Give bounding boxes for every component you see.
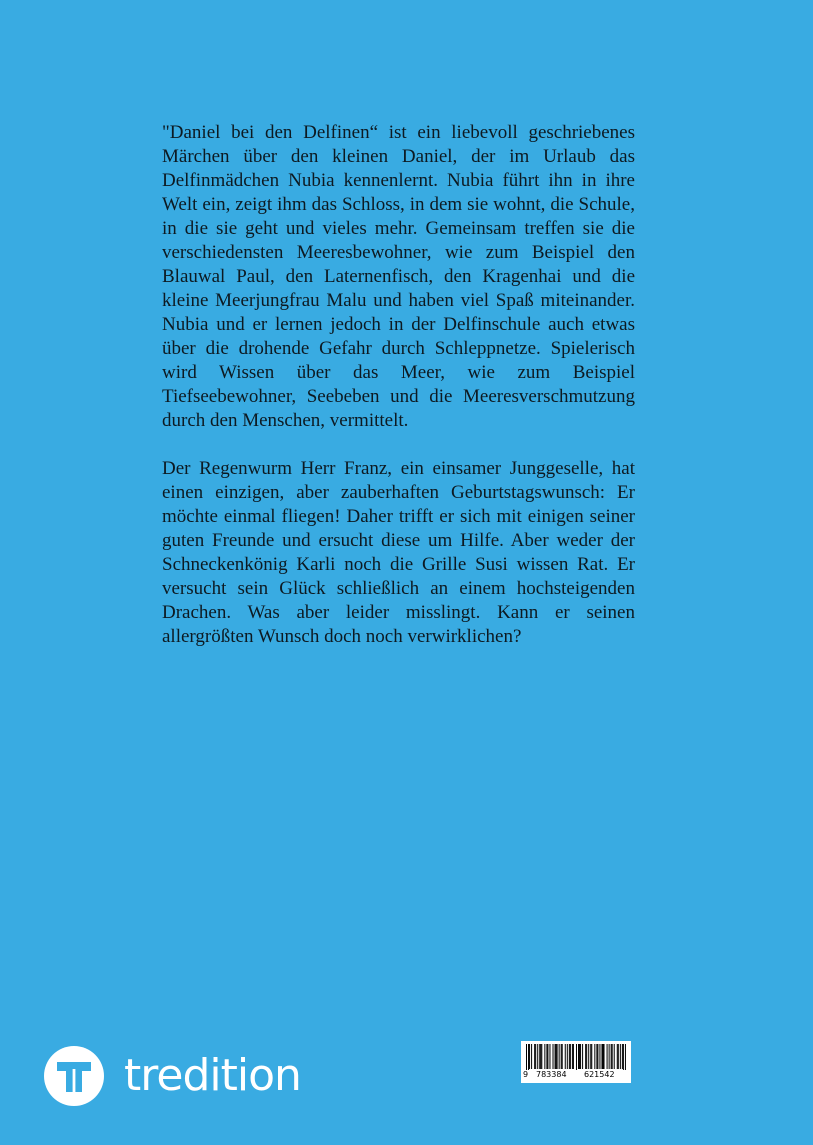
- barcode-bar: [559, 1044, 560, 1069]
- barcode-bar: [553, 1044, 554, 1069]
- barcode-bar: [540, 1044, 541, 1069]
- barcode-bar: [620, 1044, 621, 1069]
- barcode-bar: [576, 1044, 577, 1070]
- barcode-bar: [582, 1044, 583, 1069]
- barcode-bar: [573, 1044, 574, 1069]
- barcode-bar: [562, 1044, 563, 1069]
- barcode-bar: [599, 1044, 600, 1069]
- barcode-bar: [526, 1044, 527, 1070]
- barcode-bar: [604, 1044, 605, 1069]
- barcode-right-group: 621542: [584, 1070, 615, 1079]
- barcode-bar: [609, 1044, 610, 1069]
- barcode-bar: [529, 1044, 530, 1069]
- barcode-bar: [607, 1044, 608, 1069]
- barcode-bar: [535, 1044, 536, 1069]
- barcode-bar: [601, 1044, 602, 1069]
- barcode-bar: [591, 1044, 592, 1069]
- barcode-digits: [521, 1070, 631, 1082]
- barcode-bar: [537, 1044, 538, 1069]
- barcode-bar: [549, 1044, 550, 1069]
- barcode-bar: [578, 1044, 579, 1069]
- barcode-bar: [572, 1044, 573, 1069]
- barcode-bar: [580, 1044, 581, 1069]
- barcode-bar: [528, 1044, 529, 1070]
- barcode-left-group: 783384: [536, 1070, 567, 1079]
- barcode-bar: [579, 1044, 580, 1069]
- barcode-bar: [603, 1044, 604, 1069]
- barcode-bar: [539, 1044, 540, 1069]
- blurb-text: [162, 121, 635, 649]
- barcode-lead-digit: 9: [523, 1070, 529, 1079]
- barcode-bar: [555, 1044, 556, 1069]
- barcode-bar: [614, 1044, 615, 1069]
- barcode-bar: [531, 1044, 532, 1069]
- barcode-bar: [556, 1044, 557, 1069]
- barcode-bar: [612, 1044, 613, 1069]
- barcode-bar: [586, 1044, 587, 1069]
- barcode-bar: [567, 1044, 568, 1069]
- barcode-bar: [594, 1044, 595, 1069]
- barcode-bar: [625, 1044, 626, 1070]
- blurb-paragraph-2: Der Regenwurm Herr Franz, ein einsamer Junggeselle, hat einen einzigen, aber zauberhaften Geburtstagswunsch: Er möchte einmal fliegen! Daher trifft er sich mit einigen seiner guten Freunde und ersucht diese um Hilfe. Aber weder der Schneckenkönig Karli noch die Grille Susi wissen Rat. Er versucht sein Glück schließlich an einem hochsteigenden Drachen. Was aber leider misslingt. Kann er seinen allergrößten Wunsch doch noch verwirklichen?: [162, 458, 635, 647]
- barcode-bar: [546, 1044, 547, 1069]
- barcode-bar: [622, 1044, 623, 1069]
- publisher-name: tredition: [124, 1050, 301, 1101]
- barcode-bars: [526, 1044, 626, 1070]
- barcode-bar: [570, 1044, 571, 1069]
- barcode-bar: [617, 1044, 618, 1069]
- barcode-bar: [618, 1044, 619, 1069]
- barcode-bar: [544, 1044, 545, 1069]
- barcode-bar: [565, 1044, 566, 1069]
- barcode-bar: [534, 1044, 535, 1069]
- barcode-bar: [547, 1044, 548, 1069]
- publisher-logo: [44, 1046, 301, 1106]
- barcode-bar: [588, 1044, 589, 1069]
- barcode-bar: [611, 1044, 612, 1069]
- barcode-bar: [623, 1044, 624, 1070]
- barcode-bar: [585, 1044, 586, 1069]
- barcode-bar: [561, 1044, 562, 1069]
- barcode-bar: [569, 1044, 570, 1069]
- barcode-bar: [590, 1044, 591, 1069]
- isbn-barcode: [521, 1041, 631, 1083]
- tredition-logo-icon: [44, 1046, 104, 1106]
- barcode-bar: [597, 1044, 598, 1069]
- barcode-bar: [596, 1044, 597, 1069]
- blurb-paragraph-1: "Daniel bei den Delfinen“ ist ein liebevoll geschriebenes Märchen über den kleinen Daniel, der im Urlaub das Delfinmädchen Nubia kennenlernt. Nubia führt ihn in ihre Welt ein, zeigt ihm das Schloss, in dem sie wohnt, die Schule, in die sie geht und vieles mehr. Gemeinsam treffen sie die verschiedensten Meeresbewohner, wie zum Beispiel den Blauwal Paul, den Laternenfisch, den Kragenhai und die kleine Meerjungfrau Malu und haben viel Spaß miteinander. Nubia und er lernen jedoch in der Delfinschule auch etwas über die drohende Gefahr durch Schleppnetze. Spielerisch wird Wissen über das Meer, wie zum Beispiel Tiefseebewohner, Seebeben und die Meeresverschmutzung durch den Menschen, vermittelt.: [162, 122, 635, 431]
- barcode-bar: [557, 1044, 558, 1069]
- barcode-bar: [541, 1044, 542, 1069]
